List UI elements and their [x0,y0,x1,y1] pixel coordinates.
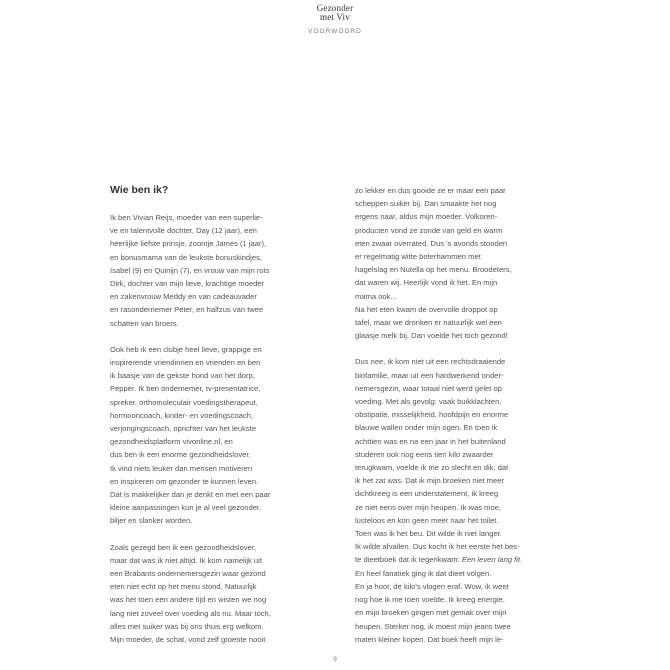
text-line: ve en talentvolle dochter, Day (12 jaar), een [110,226,257,236]
logo-line-2: met Viv [320,12,350,22]
text-line: eten zwaar overrated. Dus 's avonds stonden [355,238,508,248]
text-line: dat waren wij. Heerlijk vond ik het. En mijn [355,278,498,288]
text-line: Na het eten kwam de overvolle droppot op [355,304,498,314]
text-line: Ik vind niets leuker dan mensen motiveren [110,463,253,473]
book-title-italic: Een leven lang fit. [461,555,523,565]
text-line: maar dat was ik niet altijd. Ik kom namelijk uit [110,555,262,565]
text-line: te dieetboek dat ik tegenkwam: Een leven lang fit. [355,555,523,565]
text-line: schatten van broers. [110,318,179,328]
text-line: blauwe wallen onder mijn ogen. En toen ik [355,423,498,433]
text-line: Mijn moeder, de schat, vond zelf groente nooit [110,635,266,645]
text-line: hagelslag en Nutella op het menu. Broodeters, [355,265,512,275]
text-line: hormooncoach, kinder- en voedingscoach, [110,410,254,420]
text-line: alles met suiker was bij ons thuis erg welkom. [110,621,264,631]
page-heading: Wie ben ik? [110,184,169,196]
text-line: Isabel (9) en Quinijn (7), en vrouw van mijn rots [110,265,270,275]
text-line: spreker, orthomoleculair voedingstherapeut, [110,397,258,407]
text-line: en inspireren om gezonder te kunnen leven. [110,476,259,486]
text-line: biofamilie, maar uit een hardwerkend onder- [355,370,504,380]
text-line: maten kleiner kopen. Dat boek heeft mijn le- [355,634,504,644]
text-line: heerlijke liefste prinsje, zoontje James (1 jaar), [110,239,267,249]
text-line: En ja hoor, de kilo's vlogen eraf. Wow, ik weet [355,581,509,591]
text-line: kleine aanpassingen kun je al veel gezonder, [110,503,262,513]
text-line: blijer en slanker worden. [110,516,193,526]
text-line: een Brabants ondernemersgezin waar gezond [110,569,266,579]
text-line: Pepper. Ik ben ondernemer, tv-presentatrice, [110,384,261,394]
page-number: 9 [333,656,337,663]
paragraph [110,541,320,647]
paragraph [355,184,565,342]
text-line: verjongingscoach, oprichter van het leukste [110,424,257,434]
text-line: terugkwam, voelde ik me zo slecht en dik, dat [355,463,509,473]
text-line: Zoals gezegd ben ik een gezondheidslover, [110,542,257,552]
logo-line-1: Gezonder [316,3,354,13]
text-line: inspirerende vriendinnen en vrienden en ben [110,358,261,368]
text-line: Toen was ik het beu. Dit wilde ik niet langer. [355,529,502,539]
right-paragraphs [355,184,565,646]
text-line: lusteloos en kon geen meer naar het toilet. [355,515,499,525]
text-line: dichtkreeg is een understatement, ik kreeg [355,489,499,499]
text-line: en rasondernemer Peter, en halfzus van twee [110,305,264,315]
text-line: ze niet eens over mijn heupen. Ik was moe, [355,502,502,512]
text-line: er regelmatig witte boterhammen met [355,252,481,262]
text-line: producten vond ze zonde van geld en warm [355,225,503,235]
left-paragraphs [110,211,320,646]
text-line: en mijn broeken gingen met gemak over mijn [355,608,507,618]
text-line: mama ook... [355,291,397,301]
text-line: Dat is makkelijker dan je denkt en met een paar [110,490,271,500]
text-line: tafel, maar we dronken er natuurlijk wel een [355,318,502,328]
text-line: achttien was en na een jaar in het buitenland [355,436,506,446]
text-line: Dus nee, ik kom niet uit een rechtsdraaiende [355,357,506,367]
text-line: ik het zat was. Dat ik mijn broeken niet meer [355,476,504,486]
text-line: nemersgezin, waar totaal niet werd gelet op [355,383,502,393]
text-line: glaasje melk bij. Dan voelde het toch gezond! [355,331,508,341]
paragraph [355,355,565,645]
text-line: ergens naar, aldus mijn moeder. Volkoren- [355,212,498,222]
paragraph [110,343,320,528]
text-line: zo lekker en dus gooide ze er maar een paar [355,186,506,195]
text-line: Ook heb ik een clubje heel lieve, grappige en [110,344,262,354]
text-line: Ik ben Vivian Reijs, moeder van een superlie- [110,213,263,222]
book-logo [0,4,670,22]
right-column [355,184,565,659]
text-line: obstipatie, misselijkheid, hoofdpijn en enorme [355,410,509,420]
text-line: nog hoe ik me toen voelde. Ik kreeg energie, [355,595,505,605]
text-line: scheppen suiker bij. Dan smaakte het nog [355,199,497,209]
text-line: Dirk, dochter van mijn lieve, krachtige moeder [110,279,265,289]
text-line: heupen. Sterker nog, ik moest mijn jeans twee [355,621,511,631]
text-line: en bonusmama van de leukste bonuskindjes, [110,252,262,262]
text-line: eten niet echt op het menu stond. Natuurlijk [110,582,257,592]
text-line: ik baasje van de gekste hond van het dorp, [110,371,255,381]
text-line: voeding. Met als gevolg: vaak buikklachten, [355,397,502,407]
section-label: VOORWOORD [308,28,362,35]
text-line: En heel fanatiek ging ik dat dieet volgen. [355,568,492,578]
text-line: studeren ook nog eens tien kilo zwaarder [355,449,494,459]
text-line: en zakenvrouw Meddy en van cadeauvader [110,292,257,302]
left-column [110,184,320,659]
paragraph [110,211,320,330]
text-line: dus ben ik een enorme gezondheidslover. [110,450,251,460]
text-line: lang niet zoveel over voeding als nu. Maar toch, [110,608,271,618]
text-line: was het toen een andere tijd en wisten we nog [110,595,267,605]
text-line: Ik wilde afvallen. Dus kocht ik het eerste het bes- [355,542,520,552]
text-line: gezondheidsplatform vivonline.nl, en [110,437,233,447]
